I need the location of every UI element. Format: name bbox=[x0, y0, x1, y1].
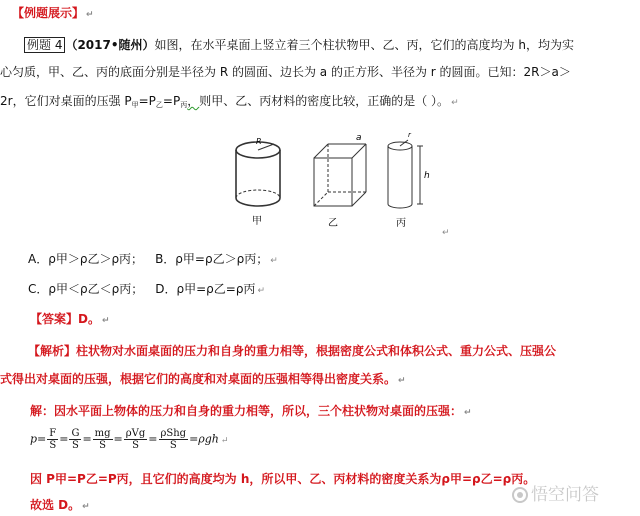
label-a: a bbox=[356, 133, 362, 143]
frac-1-num: F bbox=[49, 428, 57, 439]
frac-3-den: S bbox=[99, 440, 107, 451]
eq-sign-2: =P bbox=[162, 94, 181, 108]
pressure-formula: p= $\frac{F}{S}$ = $\frac{G}{S}$ = $\frac{mg}{S}$ = $\frac{\text{ρVg}}{S}$ = $\frac{\text{ρShg}}{S}$ =ρgh ↵ bbox=[30, 428, 229, 451]
label-bing: 丙 bbox=[396, 218, 406, 229]
frac-5-den: S bbox=[169, 440, 177, 451]
return-mark: ↵ bbox=[464, 408, 472, 418]
frac-2 bbox=[69, 428, 81, 451]
box-yi bbox=[314, 144, 366, 206]
question-text-2: 心匀质，甲、乙、丙的底面分别是半径为 R 的圆面、边长为 a 的正方形、半径为 r 的圆面。已知：2R＞a＞ bbox=[0, 65, 571, 79]
options-row-2 bbox=[28, 280, 265, 300]
frac-2-den: S bbox=[72, 440, 79, 451]
label-R: R bbox=[256, 137, 262, 146]
return-mark: ↵ bbox=[398, 376, 406, 386]
analysis-text-1: 柱状物对水面桌面的压力和自身的重力相等，根据密度公式和体积公式、重力公式、压强公 bbox=[76, 344, 557, 358]
option-c: C．ρ甲＜ρ乙＜ρ丙； bbox=[28, 282, 144, 296]
option-a: A．ρ甲＞ρ乙＞ρ丙； bbox=[28, 252, 144, 266]
return-mark: ↵ bbox=[86, 10, 94, 20]
label-h: h bbox=[424, 171, 430, 181]
option-d: D．ρ甲=ρ乙=ρ丙 bbox=[155, 282, 256, 296]
watermark-text: 悟空问答 bbox=[531, 485, 599, 505]
answer-line bbox=[30, 310, 110, 330]
sub-bing: 丙 bbox=[180, 101, 188, 109]
analysis-line-1 bbox=[28, 342, 556, 360]
solution-line-4 bbox=[30, 496, 90, 516]
frac-4-den: S bbox=[132, 440, 139, 451]
cylinder-bing bbox=[388, 140, 423, 208]
analysis-line-2 bbox=[0, 370, 406, 390]
label-r: r bbox=[408, 131, 411, 139]
question-text-3b: 则甲、乙、丙材料的密度比较，正确的是（ ）。 bbox=[199, 94, 450, 108]
label-yi: 乙 bbox=[328, 218, 338, 229]
analysis-text-2: 式得出对桌面的压强，根据它们的高度和对桌面的压强相等得出密度关系。 bbox=[0, 372, 397, 386]
answer-value: D。 bbox=[78, 312, 100, 326]
question-text-3a: 2r，它们对桌面的压强 P bbox=[0, 94, 132, 108]
wukong-logo-icon bbox=[512, 487, 528, 503]
figure bbox=[228, 128, 440, 236]
solution-text-4: 故选 D。 bbox=[30, 498, 81, 512]
eq-sign-1: =P bbox=[138, 94, 156, 108]
solution-line-1 bbox=[30, 402, 472, 422]
comma: ， bbox=[187, 94, 200, 108]
return-mark: ↵ bbox=[451, 98, 459, 108]
frac-1-den: S bbox=[49, 440, 57, 451]
formula-p: p bbox=[30, 432, 38, 446]
analysis-label: 【解析】 bbox=[28, 344, 77, 358]
solution-line-3 bbox=[30, 470, 535, 488]
frac-3-num: mg bbox=[94, 428, 111, 439]
frac-2-num: G bbox=[71, 428, 80, 439]
return-mark: ↵ bbox=[270, 256, 278, 266]
watermark bbox=[512, 480, 599, 505]
example-label: 例题 4 bbox=[24, 37, 65, 53]
label-jia: 甲 bbox=[252, 216, 262, 227]
question-text-1: 如图，在水平桌面上竖立着三个柱状物甲、乙、丙，它们的高度均为 h，均为实 bbox=[154, 38, 574, 52]
figure-svg bbox=[228, 128, 440, 236]
question-line-1 bbox=[24, 36, 574, 54]
options-row-1 bbox=[28, 250, 278, 270]
frac-5 bbox=[159, 428, 189, 451]
sub-jia: 甲 bbox=[131, 101, 139, 109]
sub-yi: 乙 bbox=[155, 101, 163, 109]
solution-text-1: 解：因水平面上物体的压力和自身的重力相等，所以，三个柱状物对桌面的压强： bbox=[30, 404, 463, 418]
return-mark: ↵ bbox=[82, 502, 90, 512]
frac-5-num: ρShg bbox=[160, 428, 187, 439]
return-mark: ↵ bbox=[101, 316, 110, 326]
frac-1 bbox=[47, 428, 58, 451]
question-line-3 bbox=[0, 92, 459, 114]
option-b: B．ρ甲=ρ乙＞ρ丙； bbox=[155, 252, 269, 266]
question-line-2 bbox=[0, 63, 571, 81]
solution-text-3: 因 P甲=P乙=P丙，且它们的高度均为 h，所以甲、乙、丙材料的密度关系为ρ甲=ρ乙=ρ丙。 bbox=[30, 472, 536, 486]
return-mark: ↵ bbox=[220, 435, 229, 446]
return-mark: ↵ bbox=[442, 228, 450, 238]
question-source: （2017•随州） bbox=[65, 38, 155, 52]
section-header-text: 【例题展示】 bbox=[12, 6, 85, 20]
formula-tail: ρgh bbox=[198, 432, 219, 446]
frac-3 bbox=[93, 428, 113, 451]
answer-label: 【答案】 bbox=[30, 312, 79, 326]
frac-4-num: ρVg bbox=[125, 428, 146, 439]
frac-4 bbox=[124, 428, 148, 451]
cylinder-jia bbox=[236, 142, 280, 206]
section-header bbox=[12, 4, 94, 24]
return-mark: ↵ bbox=[257, 286, 265, 296]
